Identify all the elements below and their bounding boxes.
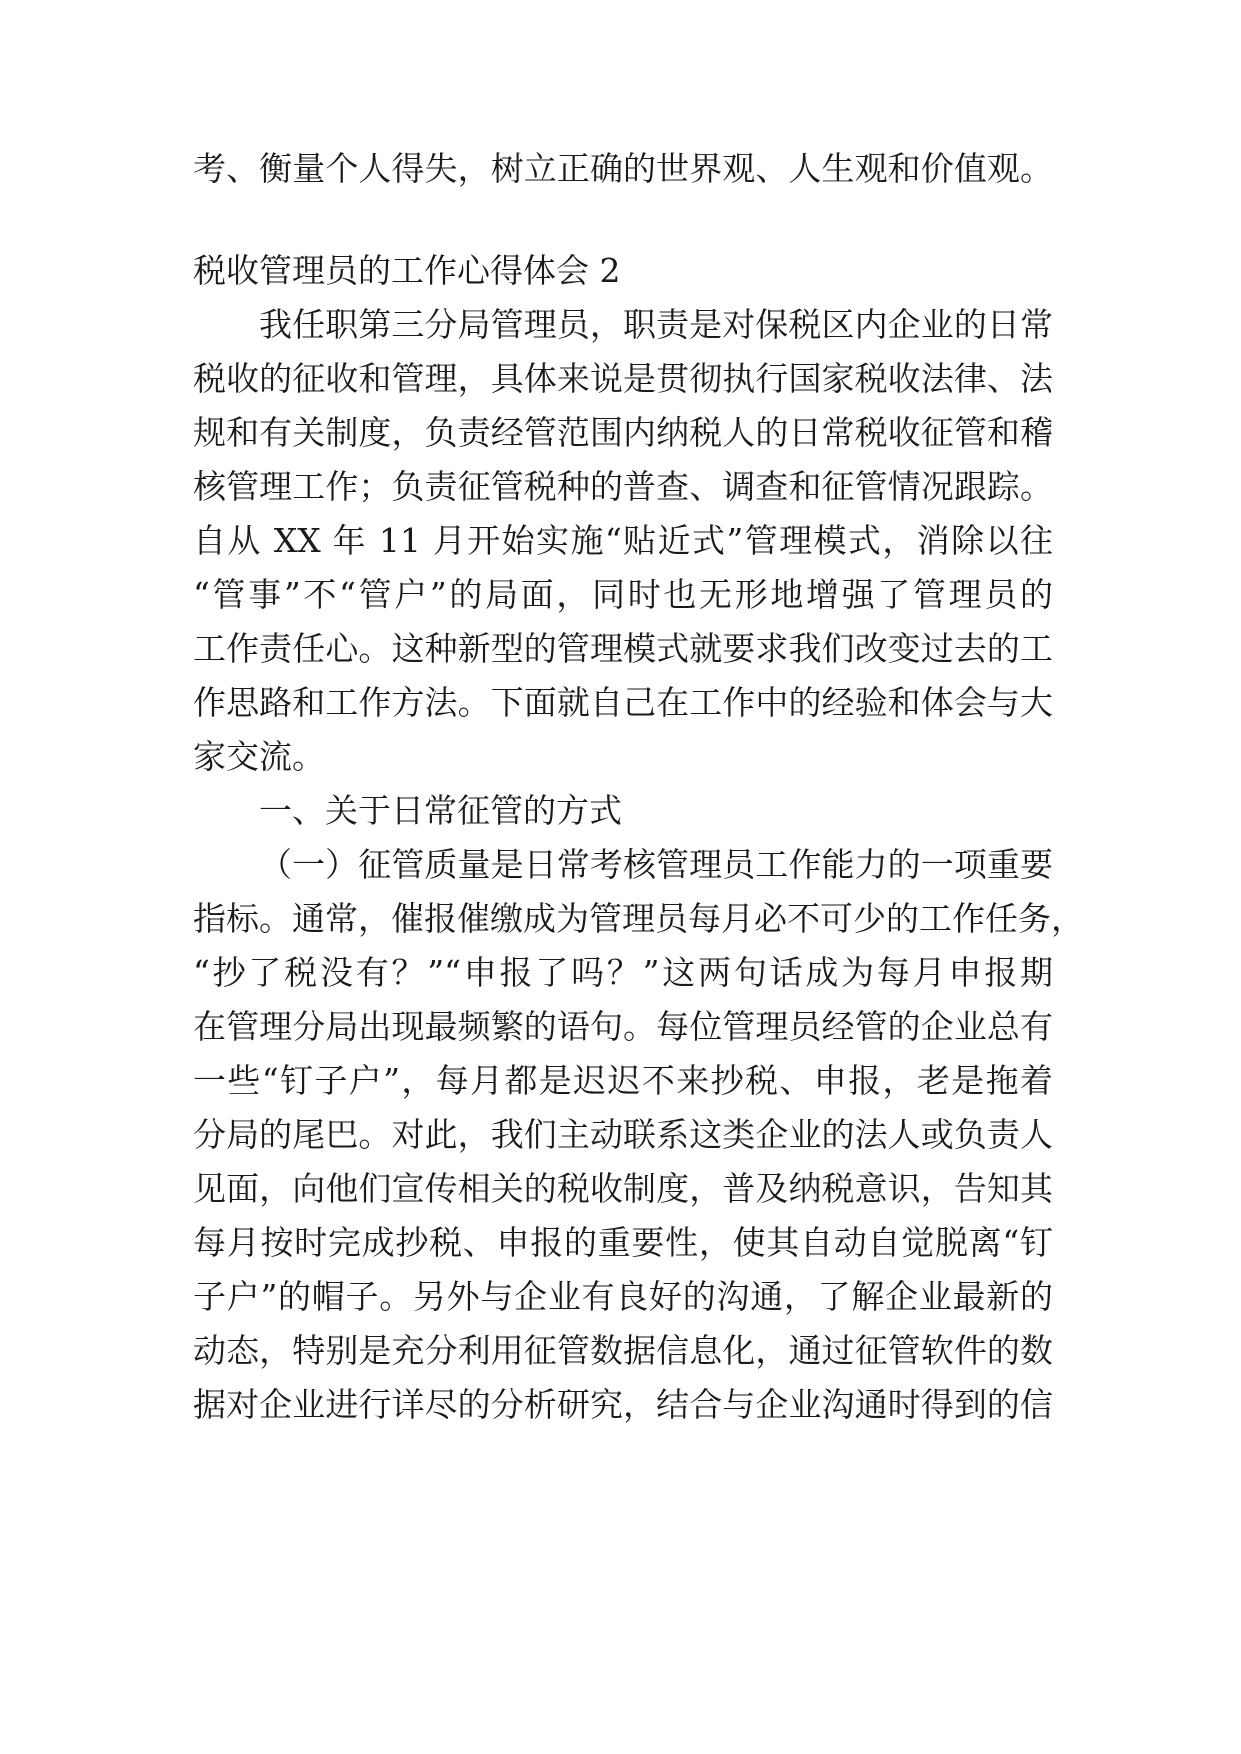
paragraph-line: 自从 XX 年 11 月开始实施“贴近式”管理模式，消除以往 bbox=[193, 521, 1053, 560]
paragraph-line: 动态，特别是充分利用征管数据信息化，通过征管软件的数 bbox=[193, 1331, 1053, 1370]
paragraph-line: 税收的征收和管理，具体来说是贯彻执行国家税收法律、法 bbox=[193, 359, 1053, 398]
paragraph-line: 作思路和工作方法。下面就自己在工作中的经验和体会与大 bbox=[193, 683, 1053, 722]
paragraph-line: 见面，向他们宣传相关的税收制度，普及纳税意识，告知其 bbox=[193, 1169, 1053, 1208]
paragraph-line: 每月按时完成抄税、申报的重要性，使其自动自觉脱离“钉 bbox=[193, 1223, 1053, 1262]
paragraph-line: 家交流。 bbox=[193, 737, 325, 776]
paragraph-line: 据对企业进行详尽的分析研究，结合与企业沟通时得到的信 bbox=[193, 1385, 1053, 1424]
paragraph-line: 在管理分局出现最频繁的语句。每位管理员经管的企业总有 bbox=[193, 1007, 1053, 1046]
paragraph-line: 规和有关制度，负责经管范围内纳税人的日常税收征管和稽 bbox=[193, 413, 1053, 452]
paragraph-line: （一）征管质量是日常考核管理员工作能力的一项重要 bbox=[259, 845, 1053, 884]
paragraph-line: 分局的尾巴。对此，我们主动联系这类企业的法人或负责人 bbox=[193, 1115, 1053, 1154]
paragraph-line: 工作责任心。这种新型的管理模式就要求我们改变过去的工 bbox=[193, 629, 1053, 668]
subsection-heading: 一、关于日常征管的方式 bbox=[259, 791, 622, 830]
paragraph-line: 我任职第三分局管理员，职责是对保税区内企业的日常 bbox=[259, 305, 1053, 344]
paragraph-line: 核管理工作；负责征管税种的普查、调查和征管情况跟踪。 bbox=[193, 467, 1053, 506]
paragraph-line: 一些“钉子户”，每月都是迟迟不来抄税、申报，老是拖着 bbox=[193, 1061, 1053, 1100]
paragraph-line: 考、衡量个人得失，树立正确的世界观、人生观和价值观。 bbox=[193, 149, 1053, 188]
paragraph-line: 子户”的帽子。另外与企业有良好的沟通，了解企业最新的 bbox=[193, 1277, 1053, 1316]
paragraph-line: “抄了税没有？”“申报了吗？”这两句话成为每月申报期 bbox=[193, 953, 1053, 992]
section-title: 税收管理员的工作心得体会 2 bbox=[193, 251, 621, 290]
paragraph-line: “管事”不“管户”的局面，同时也无形地增强了管理员的 bbox=[193, 575, 1053, 614]
paragraph-line: 指标。通常，催报催缴成为管理员每月必不可少的工作任务， bbox=[193, 899, 1084, 938]
